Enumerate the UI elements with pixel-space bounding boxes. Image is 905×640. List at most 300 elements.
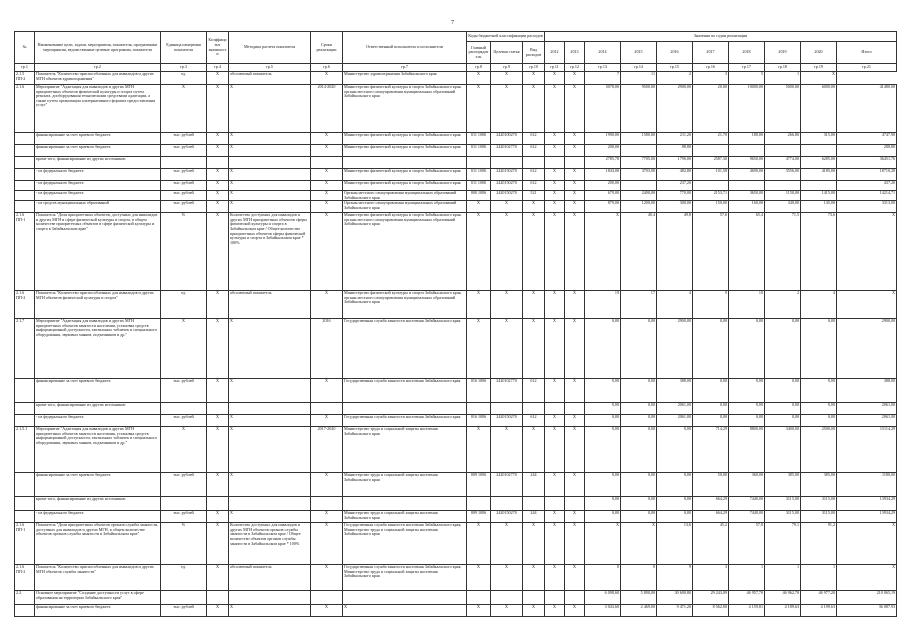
table-cell: - из федерального бюджета <box>35 181 161 191</box>
table-cell: X <box>207 511 229 523</box>
table-cell: 0,00 <box>693 319 729 379</box>
header-budget-codes: Коды бюджетной классификации расходов <box>467 32 545 42</box>
table-row <box>15 605 897 617</box>
column-number: гр.14 <box>621 64 657 72</box>
table-cell: 0,00 <box>765 403 801 415</box>
table-cell: 2014-2020 <box>311 85 343 133</box>
table-cell: X <box>545 133 565 145</box>
table-cell: X <box>207 319 229 379</box>
table-cell: 0,00 <box>621 415 657 427</box>
table-cell <box>693 145 729 157</box>
table-cell: 011 1006 <box>467 181 491 191</box>
table-cell: 2061,00 <box>837 415 897 427</box>
table-cell <box>15 169 35 181</box>
table-cell: тыс. рублей <box>161 181 207 191</box>
table-cell: 612 <box>523 133 545 145</box>
table-cell: 91,2 <box>801 523 837 565</box>
table-cell: Министерство труда и социальной защиты населения Забайкальского края <box>343 473 467 497</box>
table-cell <box>207 591 229 605</box>
table-cell <box>15 133 35 145</box>
table-cell: 40,4 <box>621 213 657 291</box>
header-year: 2017 <box>693 42 729 64</box>
table-cell: X <box>229 379 311 403</box>
table-cell: Министерство труда и социальной защиты населения Забайкальского края <box>343 511 467 523</box>
header-year: 2018 <box>729 42 765 64</box>
table-cell: 521 <box>523 191 545 201</box>
table-cell: X <box>491 291 523 319</box>
table-cell: Мероприятие "Адаптация для инвалидов и других МГН приоритетных объектов занятости населения, установка средств информационной доступности, тактильных табличек и специального оборудования, звуковых маяков, подъемников и др." <box>35 427 161 473</box>
table-cell: финансирование за счет краевого бюджета <box>35 133 161 145</box>
table-cell: 244 <box>523 511 545 523</box>
table-row <box>15 201 897 213</box>
table-cell: 388,00 <box>657 379 693 403</box>
table-cell: 009 1006 <box>467 473 491 497</box>
table-cell: X <box>565 319 585 379</box>
table-cell: Государственная служба занятости населения Забайкальского края, Министерство труда и социальной защиты населения Забайкальского края <box>343 523 467 565</box>
table-row <box>15 379 897 403</box>
table-cell: 9 <box>657 565 693 591</box>
table-cell: 011 1006 <box>467 145 491 157</box>
table-cell: X <box>523 201 545 213</box>
table-cell: X <box>491 319 523 379</box>
header-coefficient: Коэффициент значимости <box>207 32 229 64</box>
page-number: 7 <box>451 20 454 26</box>
table-cell: 211,20 <box>657 133 693 145</box>
table-cell: X <box>491 605 523 617</box>
table-cell <box>311 591 343 605</box>
table-cell: 3556,00 <box>765 169 801 181</box>
header-year: 2019 <box>765 42 801 64</box>
table-cell: 2.1.5.1 <box>15 427 35 473</box>
table-cell: X <box>311 191 343 201</box>
table-cell: 612 <box>523 145 545 157</box>
table-cell <box>15 605 35 617</box>
table-cell: 0,00 <box>621 511 657 523</box>
table-cell: X <box>311 181 343 191</box>
table-cell <box>621 145 657 157</box>
table-cell: X <box>545 169 565 181</box>
table-cell: X <box>545 415 565 427</box>
table-cell <box>311 157 343 169</box>
table-cell: Министерство физической культуры и спорта Забайкальского края <box>343 145 467 157</box>
table-cell: 1 <box>801 565 837 591</box>
table-cell: X <box>207 201 229 213</box>
table-cell: X <box>311 523 343 565</box>
table-cell: X <box>467 565 491 591</box>
table-cell <box>15 403 35 415</box>
table-cell: X <box>311 291 343 319</box>
table-cell: 011 1006 <box>467 133 491 145</box>
table-cell: X <box>207 605 229 617</box>
table-cell: 65,4 <box>729 213 765 291</box>
table-cell: 2061,00 <box>657 403 693 415</box>
table-cell <box>229 591 311 605</box>
table-cell: Министерство физической культуры и спорта Забайкальского края, органы местного самоуправления муниципальных образований Забайкальского края <box>343 291 467 319</box>
table-cell: X <box>229 169 311 181</box>
table-cell: X <box>207 523 229 565</box>
table-cell: X <box>207 291 229 319</box>
table-cell: 9 471,20 <box>657 605 693 617</box>
table-cell: X <box>207 133 229 145</box>
table-cell: X <box>565 379 585 403</box>
table-cell: X <box>523 72 545 85</box>
table-cell: 3115,00 <box>801 511 837 523</box>
table-cell: X <box>545 201 565 213</box>
table-cell: X <box>229 473 311 497</box>
table-cell: 2.1.6 ПП-2 <box>15 291 35 319</box>
table-cell: 6000,00 <box>801 85 837 133</box>
table-cell: 71,5 <box>765 213 801 291</box>
table-cell: X <box>837 291 897 319</box>
table-cell <box>161 497 207 511</box>
table-cell: 1180,00 <box>837 473 897 497</box>
table-cell: 10000,00 <box>729 85 765 133</box>
table-cell <box>523 591 545 605</box>
table-cell: 2420150270 <box>491 415 523 427</box>
table-cell: тыс. рублей <box>161 201 207 213</box>
table-row <box>15 213 897 291</box>
table-cell: X <box>229 201 311 213</box>
table-cell: 36 087,93 <box>837 605 897 617</box>
table-row <box>15 169 897 181</box>
table-cell: X <box>565 133 585 145</box>
table-cell: X <box>545 85 565 133</box>
table-cell: Министерство труда и социальной защиты населения Забайкальского края <box>343 427 467 473</box>
table-cell: 150,00 <box>693 201 729 213</box>
table-cell: 2500,00 <box>801 427 837 473</box>
table-cell: X <box>229 605 311 617</box>
table-cell: X <box>311 379 343 403</box>
table-cell <box>15 201 35 213</box>
table-cell: тыс. рублей <box>161 145 207 157</box>
table-cell: 0,00 <box>621 473 657 497</box>
table-cell: 612 <box>523 181 545 191</box>
table-cell <box>467 591 491 605</box>
table-cell: 1200,00 <box>621 201 657 213</box>
table-cell: 0,00 <box>765 415 801 427</box>
table-cell: X <box>311 565 343 591</box>
table-cell: - из федерального бюджета <box>35 415 161 427</box>
table-cell: X <box>565 201 585 213</box>
table-cell: X <box>585 523 621 565</box>
table-cell: X <box>311 415 343 427</box>
table-cell <box>15 379 35 403</box>
table-cell: 0,00 <box>693 415 729 427</box>
table-cell: Количество доступных для инвалидов и других МГН приоритетных объектов сферы физической культуры и спорта в Забайкальском крае / Общее количество приоритетных объектов сферы физической культуры и спорта в Забайкальском крае * 100% <box>229 213 311 291</box>
table-cell: 2 <box>765 291 801 319</box>
table-cell <box>15 145 35 157</box>
table-cell: 2.1.6 ПП-1 <box>15 523 35 565</box>
table-cell: X <box>523 427 545 473</box>
table-cell: 3650,00 <box>729 191 765 201</box>
table-cell: 016 1006 <box>467 415 491 427</box>
table-cell: 5 <box>729 72 765 85</box>
table-cell <box>693 181 729 191</box>
table-cell: 2420150270 <box>491 169 523 181</box>
table-cell: 0,00 <box>729 319 765 379</box>
table-cell: 200,00 <box>585 145 621 157</box>
table-cell: 3 043,60 <box>585 605 621 617</box>
table-cell: 0,00 <box>621 497 657 511</box>
table-cell: X <box>467 201 491 213</box>
table-cell: X <box>523 85 545 133</box>
table-cell: Основное мероприятие "Создание доступности услуг в сфере образования на территории Забайкальского края" <box>35 591 161 605</box>
table-cell <box>343 403 467 415</box>
table-cell: 016 1006 <box>467 379 491 403</box>
table-cell: X <box>545 473 565 497</box>
table-cell: 0,00 <box>585 511 621 523</box>
table-cell: 4 199,63 <box>801 605 837 617</box>
table-cell: 41480,00 <box>837 85 897 133</box>
table-cell: Министерство физической культуры и спорта Забайкальского края <box>343 169 467 181</box>
table-cell: X <box>311 213 343 291</box>
table-cell: 2420102770 <box>491 379 523 403</box>
table-row <box>15 133 897 145</box>
table-cell: 0,00 <box>801 415 837 427</box>
table-cell: X <box>523 523 545 565</box>
table-cell <box>765 181 801 191</box>
table-cell: X <box>207 169 229 181</box>
table-cell <box>491 403 523 415</box>
table-cell: X <box>545 523 565 565</box>
table-cell: 0,00 <box>693 379 729 403</box>
table-cell: 612 <box>523 169 545 181</box>
table-cell: X <box>207 379 229 403</box>
table-cell: Министерство физической культуры и спорта Забайкальского края <box>343 133 467 145</box>
table-cell: Министерство здравоохранения Забайкальского края <box>343 72 467 85</box>
table-cell: 4690,00 <box>729 169 765 181</box>
table-cell: X <box>565 523 585 565</box>
table-cell: X <box>229 427 311 473</box>
header-budget-type: Вид расходов <box>523 42 545 64</box>
column-number: гр.1 <box>15 64 35 72</box>
table-cell: 1990,00 <box>585 133 621 145</box>
table-cell: X <box>207 181 229 191</box>
table-cell: 7440,00 <box>729 511 765 523</box>
table-cell: X <box>207 191 229 201</box>
table-cell: тыс. рублей <box>161 415 207 427</box>
table-cell: 0,00 <box>621 403 657 415</box>
table-cell: ед. <box>161 291 207 319</box>
table-cell: 36451,76 <box>837 157 897 169</box>
table-cell: X <box>343 605 467 617</box>
table-cell: 14214,71 <box>837 191 897 201</box>
table-cell: 19 <box>585 291 621 319</box>
table-cell: X <box>565 72 585 85</box>
table-cell: ед. <box>161 72 207 85</box>
table-cell: 15114,29 <box>837 427 897 473</box>
table-cell: 46 977,20 <box>801 591 837 605</box>
table-cell: 2900,00 <box>657 85 693 133</box>
table-cell: X <box>523 605 545 617</box>
table-cell <box>467 403 491 415</box>
table-cell: X <box>523 291 545 319</box>
table-cell: - из федерального бюджета <box>35 169 161 181</box>
table-cell: X <box>467 72 491 85</box>
table-cell: Показатель "Доля приоритетных объектов, доступных для инвалидов и других МГН в сфере физической культуры и спорта, в общем количестве приоритетных объектов в сфере физической культуры и спорта в Забайкальском крае" <box>35 213 161 291</box>
table-cell <box>565 591 585 605</box>
table-cell: X <box>523 565 545 591</box>
table-cell: 7 <box>585 72 621 85</box>
table-cell: X <box>565 181 585 191</box>
table-cell <box>15 181 35 191</box>
table-cell: 46 957,70 <box>729 591 765 605</box>
table-cell: X <box>545 291 565 319</box>
table-cell: X <box>565 169 585 181</box>
table-cell: 2153,71 <box>693 191 729 201</box>
column-number: гр.8 <box>467 64 491 72</box>
table-cell <box>565 403 585 415</box>
table-cell: 3703,90 <box>621 169 657 181</box>
table-cell: Министерство физической культуры и спорта Забайкальского края, органы местного самоуправления муниципальных образований Забайкальского края <box>343 213 467 291</box>
table-cell: X <box>311 169 343 181</box>
table-cell: X <box>545 379 565 403</box>
table-cell: X <box>545 181 565 191</box>
table-cell: X <box>467 523 491 565</box>
table-cell: X <box>621 523 657 565</box>
table-cell: Показатель "Количество приспособленных для инвалидов и других МГН объектов здравоохранения" <box>35 72 161 85</box>
table-cell: X <box>207 72 229 85</box>
table-cell: 2.1.6 <box>15 85 35 133</box>
table-cell: X <box>523 319 545 379</box>
table-cell <box>15 497 35 511</box>
table-cell <box>621 181 657 191</box>
table-cell <box>229 157 311 169</box>
table-cell: 200,00 <box>585 181 621 191</box>
table-cell: 2900,00 <box>657 319 693 379</box>
header-name: Наименование цели, задачи, мероприятия, показателя, программные мероприятия, ведомственные целевые программы, показатели <box>35 32 161 64</box>
table-cell: X <box>565 427 585 473</box>
table-cell: 2061,00 <box>657 415 693 427</box>
table-cell: финансирование за счет краевого бюджета <box>35 145 161 157</box>
table-row <box>15 181 897 191</box>
table-cell: 288,80 <box>837 145 897 157</box>
table-cell: 0,00 <box>585 319 621 379</box>
table-row <box>15 157 897 169</box>
table-cell: X <box>491 85 523 133</box>
table-cell: 0,00 <box>729 415 765 427</box>
table-cell: X <box>585 213 621 291</box>
table-row <box>15 511 897 523</box>
table-cell: X <box>545 213 565 291</box>
table-cell: 3115,00 <box>801 497 837 511</box>
table-cell <box>15 473 35 497</box>
table-cell: X <box>311 145 343 157</box>
table-cell: 50,00 <box>693 473 729 497</box>
table-cell: 2420102770 <box>491 145 523 157</box>
table-cell: 2016 <box>311 319 343 379</box>
table-row <box>15 145 897 157</box>
table-cell: X <box>565 565 585 591</box>
table-cell: X <box>491 72 523 85</box>
column-number: гр.2 <box>35 64 161 72</box>
table-cell: 46 962,70 <box>765 591 801 605</box>
column-number: гр.17 <box>729 64 765 72</box>
table-cell <box>15 157 35 169</box>
table-cell: 009 1006 <box>467 511 491 523</box>
table-cell: 2420150270 <box>491 191 523 201</box>
table-cell: X <box>161 319 207 379</box>
table-cell <box>15 191 35 201</box>
table-cell: 1415,00 <box>801 191 837 201</box>
table-cell: тыс. рублей <box>161 473 207 497</box>
table-cell: 5000,00 <box>765 85 801 133</box>
table-row <box>15 427 897 473</box>
table-cell <box>207 403 229 415</box>
table-cell: 0 <box>585 565 621 591</box>
table-cell: 1790,00 <box>657 157 693 169</box>
table-cell: 3115,00 <box>765 497 801 511</box>
table-body <box>15 72 897 617</box>
table-cell <box>15 415 35 427</box>
table-cell: 388,00 <box>837 379 897 403</box>
table-cell: 11 <box>621 72 657 85</box>
table-row <box>15 415 897 427</box>
column-number: гр.5 <box>229 64 311 72</box>
table-cell: X <box>545 427 565 473</box>
table-cell <box>161 157 207 169</box>
table-cell <box>801 145 837 157</box>
table-cell: X <box>229 319 311 379</box>
table-cell <box>523 497 545 511</box>
table-cell: 9500,00 <box>621 85 657 133</box>
table-cell: X <box>207 427 229 473</box>
table-cell: 360,00 <box>729 473 765 497</box>
table-cell: 0,00 <box>765 319 801 379</box>
table-cell: 79,1 <box>765 523 801 565</box>
table-cell: 57,8 <box>729 523 765 565</box>
table-cell: 3400,00 <box>765 427 801 473</box>
table-cell: 1 <box>729 565 765 591</box>
table-cell: 664,29 <box>693 511 729 523</box>
table-cell: 437,20 <box>837 181 897 191</box>
table-cell: X <box>491 201 523 213</box>
column-number: гр.15 <box>657 64 693 72</box>
table-cell: 1 <box>765 72 801 85</box>
table-cell: X <box>311 511 343 523</box>
header-year: 2016 <box>657 42 693 64</box>
table-cell: 0,00 <box>801 403 837 415</box>
table-cell: - из средств муниципальных образований <box>35 201 161 213</box>
table-cell: 3115,00 <box>765 511 801 523</box>
table-cell: 244 <box>523 473 545 497</box>
table-cell: 2587,30 <box>693 157 729 169</box>
table-cell: 679,00 <box>585 191 621 201</box>
table-cell <box>565 497 585 511</box>
table-cell <box>545 497 565 511</box>
table-cell: Показатель "Доля приоритетных объектов органов службы занятости, доступных для инвалидов и других МГН, в общем количестве объектов органов службы занятости в Забайкальском крае" <box>35 523 161 565</box>
table-cell: 879,00 <box>585 201 621 213</box>
table-cell: 5 800,00 <box>621 591 657 605</box>
table-cell: 3 <box>693 565 729 591</box>
table-cell: Министерство физической культуры и спорта Забайкальского края, органы местного самоуправления муниципальных образований Забайкальского края <box>343 85 467 133</box>
table-cell: 714,29 <box>693 427 729 473</box>
table-cell: финансирование за счет краевого бюджета <box>35 605 161 617</box>
table-cell <box>343 157 467 169</box>
table-cell: X <box>491 213 523 291</box>
table-cell: 1843,00 <box>585 169 621 181</box>
table-cell: 2420100270 <box>491 133 523 145</box>
table-cell: 2.1.7 <box>15 319 35 379</box>
table-cell <box>765 145 801 157</box>
table-cell: 0,00 <box>585 403 621 415</box>
header-unit: Единица измерения показателя <box>161 32 207 64</box>
table-cell: 1580,00 <box>621 133 657 145</box>
column-number: гр.11 <box>545 64 565 72</box>
header-year: Итого <box>837 42 897 64</box>
table-cell: X <box>565 605 585 617</box>
table-cell: X <box>565 415 585 427</box>
